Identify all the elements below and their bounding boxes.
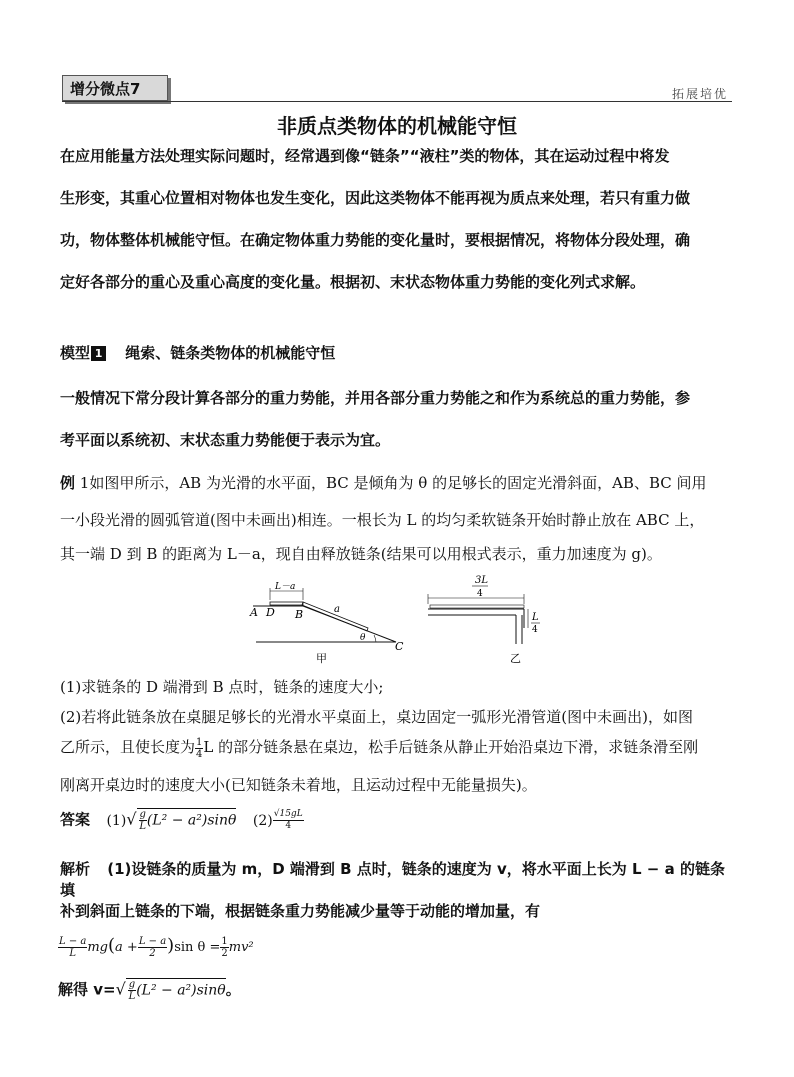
- label-c-point: C: [395, 640, 404, 653]
- eq-fraction-3: $\frac{1}{2}$: [221, 936, 228, 959]
- method-line-2: 考平面以系统初、末状态重力势能便于表示为宜。: [60, 431, 391, 449]
- label-a-point: A: [250, 606, 258, 619]
- answer-line: 答案 (1)√ $\frac{g}{L}$ (L² − a²)sinθ (2) $\frac{√15gL}{4}$: [60, 809, 303, 832]
- intro-line-2: 生形变，其重心位置相对物体也发生变化，因此这类物体不能再视为质点来处理，若只有重力做: [60, 189, 691, 207]
- label-3l: 3L: [475, 575, 489, 586]
- result-line: 解得 v=√ $\frac{g}{L}$ (L² − a²)sinθ。: [58, 979, 241, 1002]
- header-divider: [62, 101, 732, 102]
- example-line-1: [60, 472, 735, 493]
- caption-yi: 乙: [510, 652, 521, 664]
- example-number: 1: [79, 474, 90, 492]
- answer-2-prefix: (2): [252, 812, 273, 829]
- result-prefix: 解得 v=: [58, 980, 116, 999]
- result-radicand: $\frac{g}{L}$ (L² − a²)sinθ: [126, 978, 226, 1002]
- label-length-a: a: [334, 604, 340, 615]
- question-2-line-1: (2)若将此链条放在桌腿足够长的光滑水平桌面上，桌边固定一弧形光滑管道(图中未画出)，如图: [60, 708, 693, 726]
- label-b-point: B: [295, 608, 304, 621]
- eq-fraction-1: $\frac{L - a}{L}$: [59, 936, 87, 959]
- question-1: (1)求链条的 D 端滑到 B 点时，链条的速度大小;: [60, 678, 384, 696]
- analysis-text-1: (1)设链条的质量为 m，D 端滑到 B 点时，链条的速度为 v，将水平面上长为 L − a 的链条填: [60, 860, 725, 899]
- label-l-den: 4: [532, 625, 538, 635]
- caption-jia: 甲: [316, 652, 327, 664]
- q2-pre: 乙所示，且使长度为: [60, 738, 196, 756]
- model-heading: [60, 342, 335, 363]
- example-text-1: 如图甲所示，AB 为光滑的水平面，BC 是倾角为 θ 的足够长的固定光滑斜面，AB、BC 间用: [89, 474, 707, 492]
- analysis-line-1: [60, 858, 735, 900]
- answer-label: 答案: [60, 810, 91, 829]
- label-3l-den: 4: [477, 589, 483, 599]
- question-2-line-2: [60, 736, 735, 760]
- figure-jia: [248, 578, 408, 664]
- fraction-one-quarter: $\frac{1}{4}$: [196, 736, 203, 760]
- label-l-minus-a: L－a: [275, 582, 296, 592]
- label-d-point: D: [266, 606, 275, 619]
- q2-post: L 的部分链条悬在桌边，松手后链条从静止开始沿桌边下滑，求链条滑至刚: [203, 738, 699, 756]
- intro-line-1: 在应用能量方法处理实际问题时，经常遇到像“链条”“液柱”类的物体，其在运动过程中将发: [60, 147, 670, 165]
- eq-fraction-2: $\frac{L - a}{2}$: [138, 936, 167, 959]
- analysis-label: 解析: [60, 860, 91, 878]
- intro-line-3: 功，物体整体机械能守恒。在确定物体重力势能的变化量时，要根据情况，将物体分段处理，确: [60, 231, 691, 249]
- energy-equation: $\frac{L - a}{L}$ mg(a + $\frac{L - a}{2}$ )sin θ = $\frac{1}{2}$ mv²: [59, 935, 254, 959]
- method-line-1: 一般情况下常分段计算各部分的重力势能，并用各部分重力势能之和作为系统总的重力势能，参: [60, 389, 691, 407]
- answer-1-radicand: $\frac{g}{L}$ (L² − a²)sinθ: [137, 808, 237, 832]
- question-2-line-3: 刚离开桌边时的速度大小(已知链条未着地，且运动过程中无能量损失)。: [60, 776, 537, 794]
- model-number-badge: 1: [91, 346, 106, 361]
- label-l: L: [532, 612, 539, 623]
- answer-2-fraction: $\frac{√15gL}{4}$: [273, 809, 303, 831]
- analysis-line-2: 补到斜面上链条的下端，根据链条重力势能减少量等于动能的增加量，有: [60, 902, 541, 920]
- example-line-2: 一小段光滑的圆弧管道(图中未画出)相连。一根长为 L 的均匀柔软链条开始时静止放在 ABC 上，: [60, 511, 705, 529]
- page-title: 非质点类物体的机械能守恒: [277, 114, 517, 138]
- figure-yi: [424, 572, 554, 664]
- example-label: 例: [60, 474, 76, 492]
- intro-line-4: 定好各部分的重心及重心高度的变化量。根据初、末状态物体重力势能的变化列式求解。: [60, 273, 646, 291]
- answer-1-prefix: (1): [106, 812, 127, 829]
- label-theta: θ: [360, 633, 366, 643]
- model-title: 绳索、链条类物体的机械能守恒: [125, 344, 336, 362]
- example-line-3: 其一端 D 到 B 的距离为 L－a，现自由释放链条(结果可以用根式表示，重力加速度为 g)。: [60, 545, 662, 563]
- chain-on-table: [430, 605, 524, 608]
- section-badge-label: 增分微点7: [70, 80, 141, 98]
- model-label: 模型: [60, 344, 91, 362]
- header-right-label: 拓展培优: [672, 87, 729, 101]
